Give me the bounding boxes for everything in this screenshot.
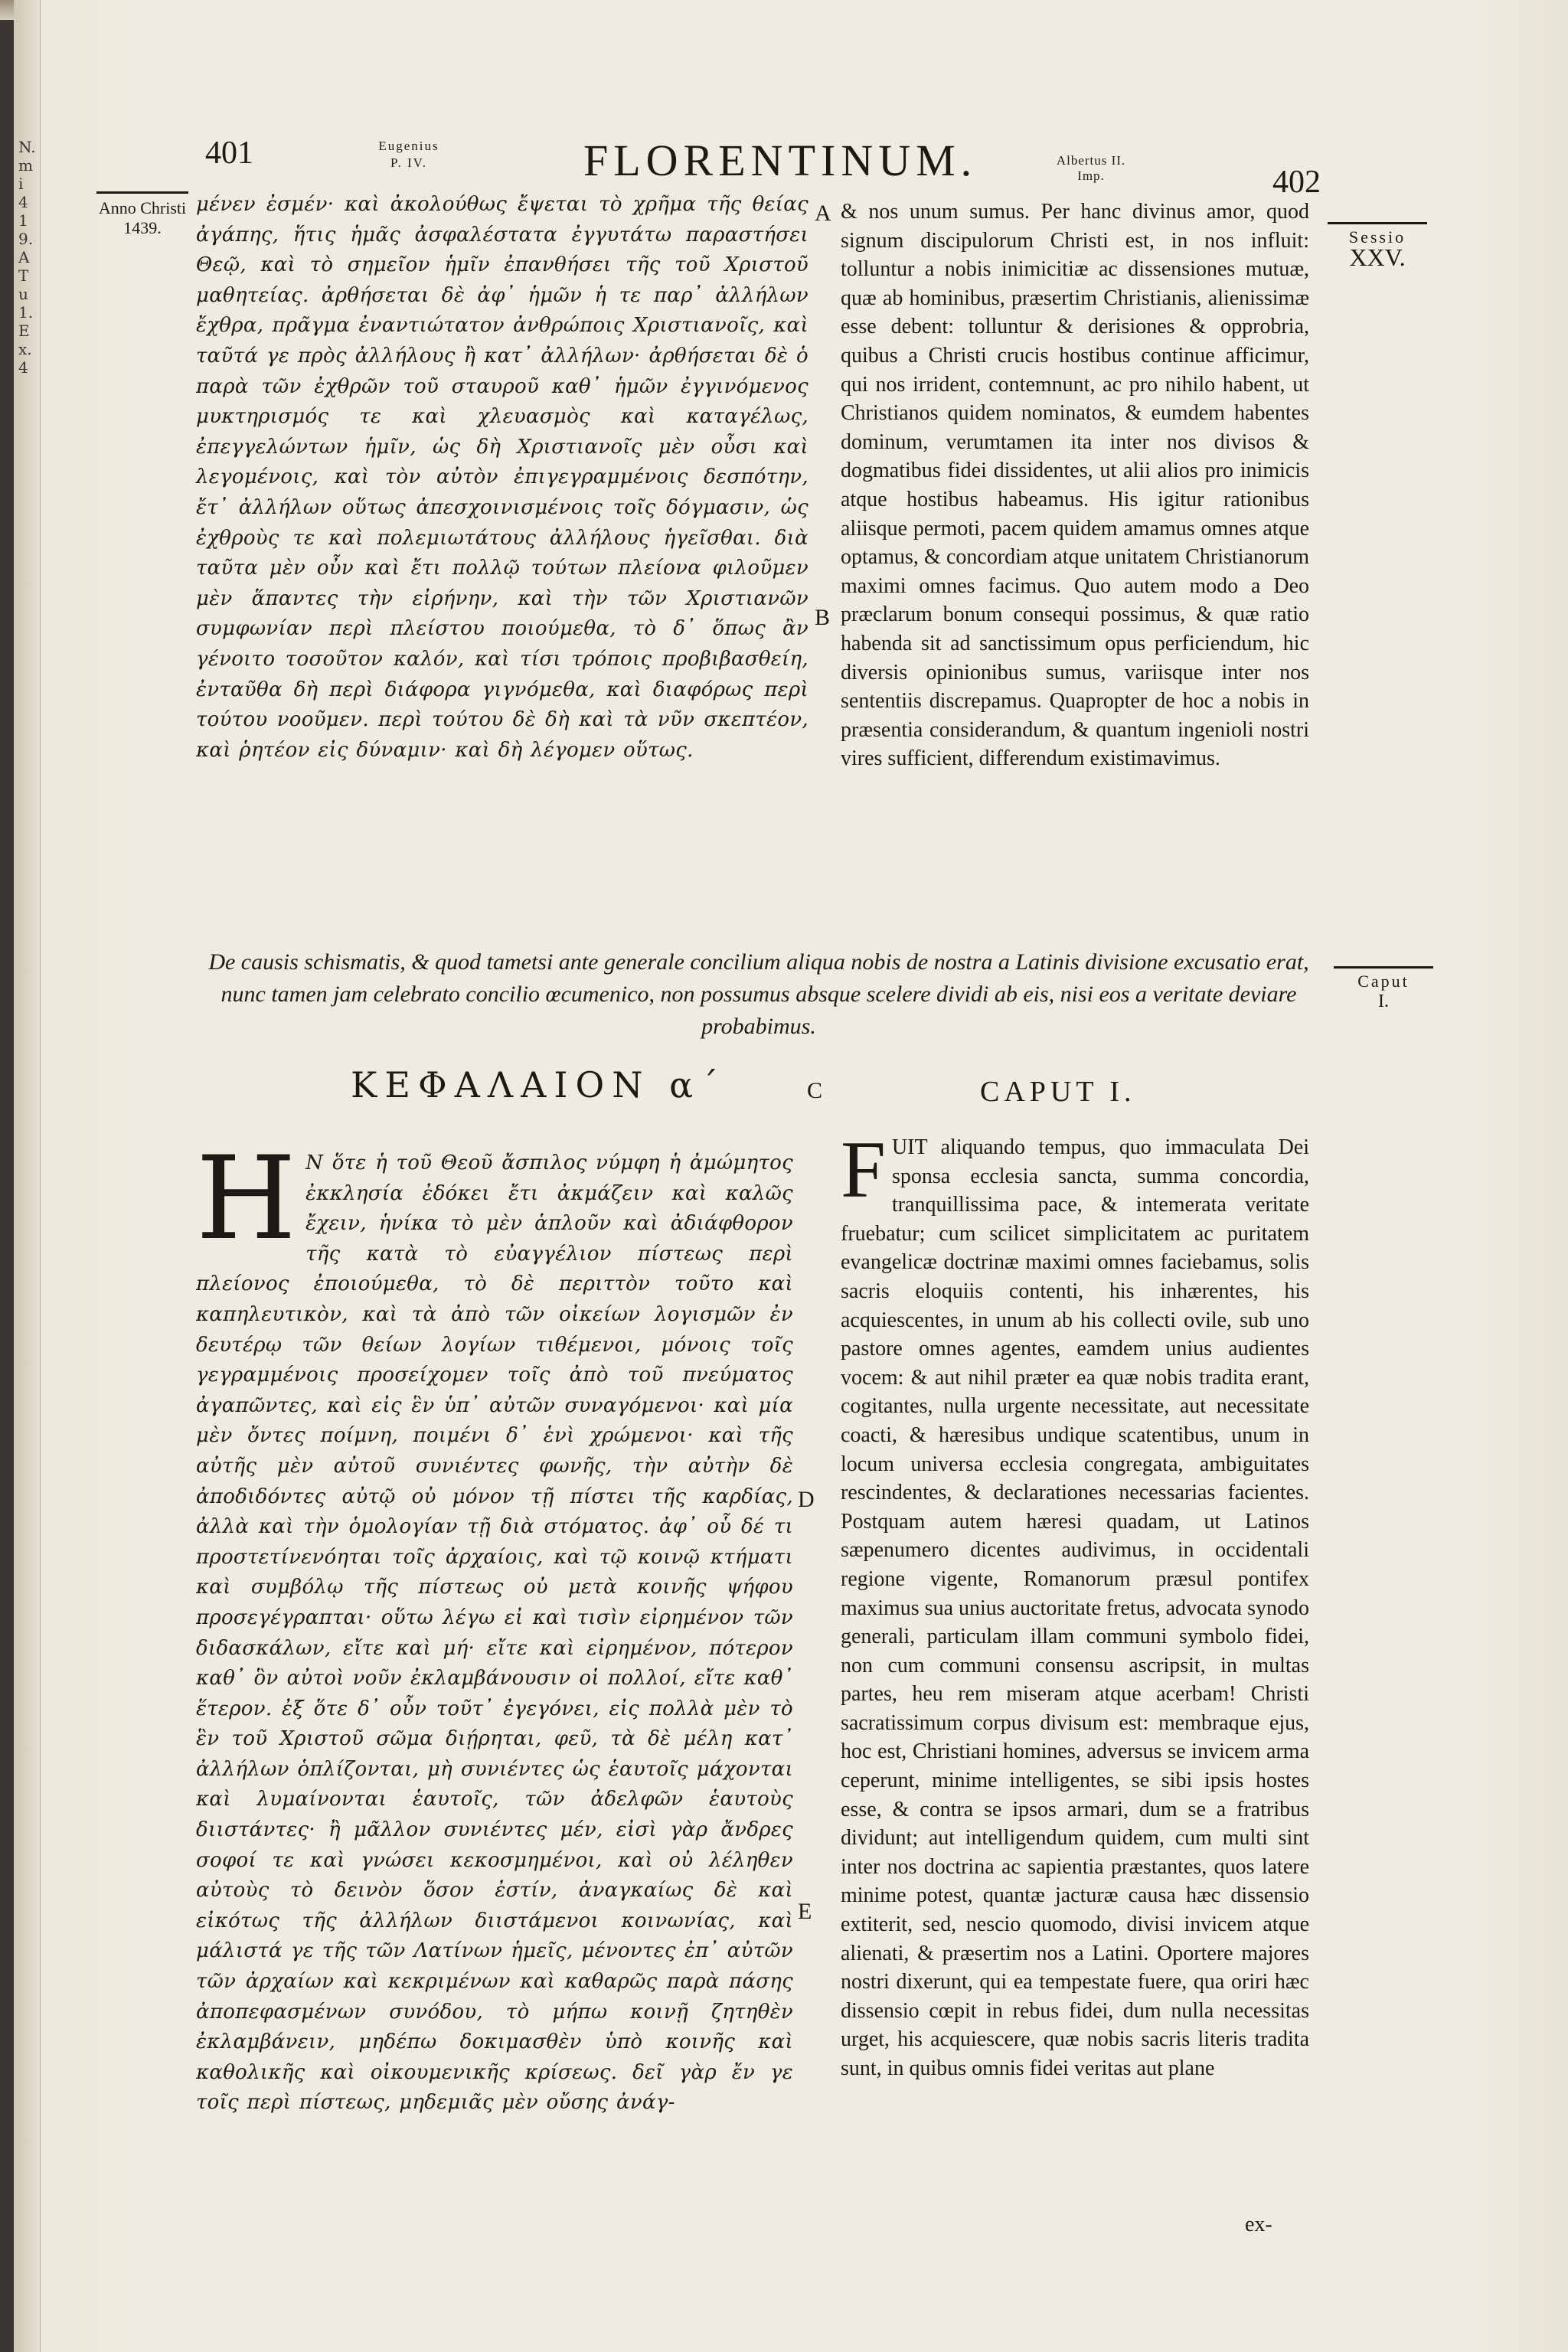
running-head-emperor: Albertus II. Imp. [1056,153,1126,183]
running-head-pope: Eugenius P. IV. [378,139,439,170]
previous-page-edge [14,0,41,2352]
greek-column-upper: μένεν ἐσμέν· καὶ ἀκολούθως ἔψεται τὸ χρῆμα τῆς θείας ἀγάπης, ἥτις ἡμᾶς ἀσφαλέστατα ἐγγυτάτω παραστήσει Θεῷ, καὶ τὸ σημεῖον ἡμῖν ἐπανθήσει τῆς τοῦ Χριστοῦ μαθητείας. ἀρθήσεται δὲ ἀφ᾽ ἡμῶν ἡ τε παρ᾽ ἀλλήλων ἔχθρα, πρᾶγμα ἐναντιώτατον ἀνθρώποις Χριστιανοῖς, καὶ ταῦτά γε πρὸς ἀλλήλους ἢ κατ᾽ ἀλλήλων· ἀρθήσεται δὲ ὁ παρὰ τῶν ἐχθρῶν τοῦ σταυροῦ καθ᾽ ἡμῶν ἐγγινόμενος μυκτηρισμός τε καὶ χλευασμὸς καὶ καταγέλως, ἐπεγγελώντων ἡμῖν, ὡς δὴ Χριστιανοῖς μὲν οὖσι καὶ λεγομένοις, καὶ τὸν αὐτὸν ἐπιγεγραμμένοις δεσπότην, ἔτ᾽ ἀλλήλων οὕτως ἀπεσχοινισμένοις τοῖς δόγμασιν, ὡς ἐχθροὺς τε καὶ πολεμιωτάτους ἀλλήλους ἡγεῖσθαι. διὰ ταῦτα μὲν οὖν καὶ ἔτι πολλῷ τούτων πλείονα φιλοῦμεν μὲν ἅπαντες τὴν εἰρήνην, καὶ τὴν τῶν Χριστιανῶν συμφωνίαν περὶ πλείστου ποιούμεθα, τὸ δ᾽ ὅπως ἂν γένοιτο τοσοῦτον καλόν, καὶ τίσι τρόποις προβιβασθείη, ἐνταῦθα δὴ περὶ διάφορα γιγνόμεθα, καὶ διαφόρως περὶ τούτου νοοῦμεν. περὶ τούτου δὲ δὴ καὶ τὰ νῦν σκεπτέον, καὶ ῥητέον εἰς δύναμιν· καὶ δὴ λέγομεν οὕτως. [196,193,808,762]
previous-page-fragment: N. mi 419. A Tu 1. Ex. 4 [18,138,36,377]
caput-label: Caput [1357,972,1410,991]
section-letter-b: B [815,605,831,630]
latin-chapter-heading: CAPUT I. [980,1076,1136,1108]
running-title: FLORENTINUM. [583,136,978,185]
latin-drop-capital: F [841,1125,886,1214]
section-letter-e: E [798,1899,812,1924]
margin-sessio [1328,222,1427,271]
book-page [14,0,1568,2352]
caput-number: I. [1378,991,1389,1011]
page-number-right: 402 [1272,165,1321,200]
chapter-summary: De causis schismatis, & quod tametsi ante generale concilium aliqua nobis de nostra a Latinis divisione excusatio erat, nunc tamen jam celebrato concilio œcumenico, non possumus absque scelere dividi ab eis, nisi eos a veritate deviare probabimus. [208,949,1309,1039]
section-letter-c: C [807,1078,823,1103]
latin-lower-text: UIT aliquando tempus, quo immaculata Dei sponsa ecclesia sancta, summa concordia, tranquillissima pace, & intemerata veritate fruebatur; cum scilicet simplicitatem ac puritatem evangelicæ doctrinæ maximi omnes faciebamus, solis sacris eloquiis contenti, his inhærentes, his acquiescentes, in unum ab his collecti ovile, sub uno pastore omnes agentes, eamdem unius audientes vocem: & aut nihil præter ea quæ nobis tradita erant, cogitantes, nulla urgente necessitate, aut necessitate coacti, & hæresibus undique scatentibus, unum in locum universa ecclesia congregata, ambiguitates rescindentes, & declarationes necessarias facientes. Postquam autem hæresi quadam, ut Latinos sæpenumero dicentes audivimus, in occidentali regione vigente, Romanorum præsul pontifex maximus sua unius auctoritate fretus, advocata synodo generali, particulam illam communi symbolo fidei, non cum communi consensu ascripsit, in multas partes, heu rem miseram atque acerbam! Christi sacratissimum corpus divisum est: membraque ejus, hoc est, Christiani homines, adversus se invicem arma ceperunt, minime intelligentes, se sibi ipsis hostes esse, & contra se ipsos armari, dum se a fratribus dividunt; aut intelligendum quidem, cum multi sint inter nos doctrina ac sapientia præstantes, quos latere minime potest, quantæ jacturæ causa hæc dissensio extiterit, sed, nescio quomodo, divisi invicem atque alienati, & præsertim nos a Latini. Oportere majores nostri dixerunt, qui ea tempestate fuere, qua oriri hæc dissensio cœpit in rebus fidei, dum nulla necessitas urget, his acquiescere, quæ nobis sacris literis tradita sunt, in quibus omnis fidei veritas aut plane [841,1135,1309,2080]
sessio-label: Sessio [1348,227,1406,247]
latin-column-lower [841,1125,1309,2083]
latin-column-upper: & nos unum sumus. Per hanc divinus amor, quod signum discipulorum Christi est, in nos influit: tolluntur a nobis inimicitiæ ac dissensiones mutuæ, quæ ab hominibus, præsertim Christianis, alienissimæ esse debent: tolluntur & derisiones & opprobria, quibus a Christi crucis hostibus continue afficimur, qui nos irrident, contemnunt, ac pro nihilo habent, ut Christianos quidem nominatos, & eumdem habentes dominum, verumtamen ita inter nos divisos & dogmatibus fidei dissidentes, ut alii alios pro inimicis atque hostibus habeamus. His igitur rationibus aliisque permoti, pacem quidem amamus omnes atque optamus, & concordiam atque unitatem Christianorum maximi omnes facimus. Quo autem modo a Deo præclarum bonum consequi possimus, & quæ ratio habenda sit ad sanctissimum opus perficiendum, hic diversis opinionibus sumus, variisque inter nos sententiis discrepamus. Quapropter de hoc a nobis in præsentia considerandum, & quantum ingenioli nostri vires sufficient, differendum existimavimus. [841,200,1309,771]
page-number-left: 401 [205,136,253,171]
greek-chapter-heading: ΚΕΦΑΛΑΙΟΝ α΄ [351,1064,727,1106]
section-letter-d: D [798,1487,815,1512]
sessio-number: XXV. [1349,243,1406,271]
greek-lower-text: Ν ὅτε ἡ τοῦ Θεοῦ ἄσπιλος νύμφη ἡ ἀμώμητος ἐκκλησία ἐδόκει ἔτι ἀκμάζειν καὶ καλῶς ἔχειν, ἡνίκα τὸ μὲν ἁπλοῦν καὶ ἀδιάφθορον τῆς κατὰ τὸ εὐαγγέλιον πίστεως περὶ πλείονος ἐποιούμεθα, τὸ δὲ περιττὸν τοῦτο καὶ καπηλευτικὸν, καὶ τὰ ἀπὸ τῶν οἰκείων λογισμῶν ἐν δευτέρῳ τῶν θείων λογίων τιθέμενοι, μόνοις τοῖς γεγραμμένοις προσείχομεν τοῖς ἀπὸ τοῦ πνεύματος ἀγαπῶντες, καὶ εἰς ἓν ὑπ᾽ αὐτῶν συναγόμενοι· καὶ μία μὲν ὄντες ποίμνη, ποιμένι δ᾽ ἑνὶ χρώμενοι· καὶ τῆς αὐτῆς μὲν αὐτοῦ συνιέντες φωνῆς, τὴν αὐτὴν δὲ ἀποδιδόντες αὐτῷ οὐ μόνον τῇ πίστει τῆς καρδίας, ἀλλὰ καὶ τὴν ὁμολογίαν τῇ διὰ στόματος. ἀφ᾽ οὗ δέ τι προστετίνενόηται τοῖς ἀρχαίοις, καὶ τῷ κοινῷ κτήματι καὶ συμβόλῳ τῆς πίστεως οὐ μετὰ κοινῆς ψήφου προσεγέγραπται· οὕτω λέγω εἰ καὶ τισὶν εἰρημένον τῶν διδασκάλων, εἴτε καὶ μή· εἴτε καὶ εἰρημένον, πότερον καθ᾽ ὃν αὐτοὶ νοῦν ἐκλαμβάνουσιν οἱ πολλοί, εἴτε καθ᾽ ἕτερον. ἐξ ὅτε δ᾽ οὖν τοῦτ᾽ ἐγεγόνει, εἰς πολλὰ μὲν τὸ ἓν τοῦ Χριστοῦ σῶμα διῄρηται, φεῦ, τὰ δὲ μέλη κατ᾽ ἀλλήλων ὁπλίζονται, μὴ συνιέντες ὡς ἑαυτοῖς μάχονται καὶ λυμαίνονται ἑαυτοῖς, τῶν ἀδελφῶν ἑαυτοὺς διιστάντες· ἢ μᾶλλον συνιέντες μέν, εἰσὶ γὰρ ἄνδρες σοφοί τε καὶ γνώσει κεκοσμημένοι, καὶ οὐ λέληθεν αὐτοὺς τὸ δεινὸν ὅσον ἐστίν, ἀναγκαίως δὲ καὶ εἰκότως τῆς ἀλλήλων διιστάμενοι κοινωνίας, καὶ μάλιστά γε τῆς τῶν Λατίνων ἡμεῖς, μένοντες ἐπ᾽ αὐτῶν τῶν ἀρχαίων καὶ κεκριμένων καὶ καθαρῶς παρὰ πάσης ἀποπεφασμένων συνόδου, τὸ μήπω κοινῇ ζητηθὲν ἐκλαμβάνειν, μηδέπω δοκιμασθὲν ὑπὸ κοινῆς καὶ καθολικῆς καὶ οἰκουμενικῆς κρίσεως. δεῖ γὰρ ἔν γε τοῖς περὶ πίστεως, μηδεμιᾶς μὲν οὔσης ἀνάγ- [196,1152,793,2115]
catchword: ex- [1245,2213,1272,2236]
margin-caput [1334,966,1433,1011]
section-letter-a: A [815,201,831,226]
margin-anno-christi: Anno Christi 1439. [96,191,188,238]
greek-column-lower [196,1132,793,2118]
greek-drop-capital: Η [196,1132,297,1266]
